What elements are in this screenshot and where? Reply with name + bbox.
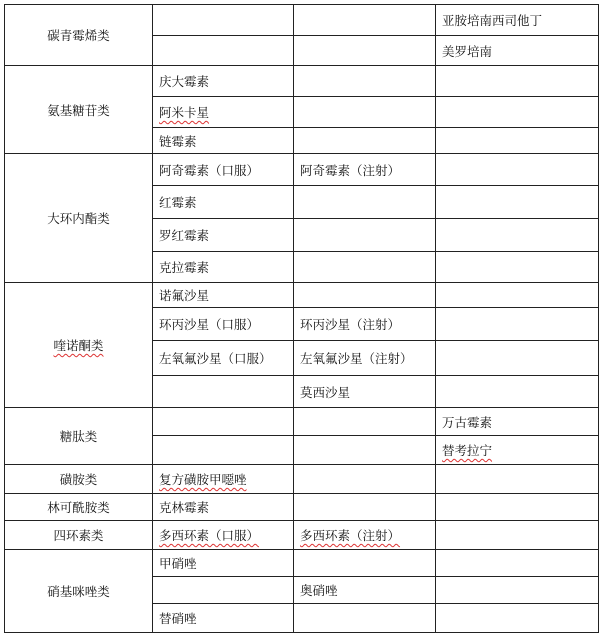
drug-cell: [153, 436, 294, 465]
drug-cell: [436, 341, 599, 376]
drug-cell: 环丙沙星（注射）: [294, 308, 436, 341]
drug-cell: 红霉素: [153, 186, 294, 219]
drug-cell: 克林霉素: [153, 494, 294, 521]
drug-cell: 诺氟沙星: [153, 283, 294, 308]
drug-cell: [294, 128, 436, 154]
drug-name: 多西环素（口服）: [159, 528, 260, 543]
drug-cell: [294, 283, 436, 308]
table-row: [5, 66, 599, 97]
drug-cell: 克拉霉素: [153, 252, 294, 283]
drug-cell: 阿奇霉素（口服）: [153, 154, 294, 186]
drug-name: 复方磺胺甲噁唑: [159, 472, 247, 487]
antibiotic-table: [4, 4, 599, 633]
drug-cell: [294, 66, 436, 97]
drug-name: 阿米卡星: [159, 105, 210, 120]
drug-cell: 亚胺培南西司他丁: [436, 5, 599, 36]
drug-cell: [294, 550, 436, 577]
drug-cell: [153, 408, 294, 436]
drug-cell: [153, 577, 294, 604]
drug-cell: [436, 376, 599, 408]
drug-cell: [436, 436, 599, 465]
drug-cell: [294, 219, 436, 252]
drug-cell: 美罗培南: [436, 36, 599, 66]
drug-cell: [436, 521, 599, 550]
drug-cell: [294, 604, 436, 633]
drug-cell: [436, 283, 599, 308]
table-row: [5, 521, 599, 550]
drug-cell: 奥硝唑: [294, 577, 436, 604]
drug-cell: 左氧氟沙星（注射）: [294, 341, 436, 376]
table-row: [5, 465, 599, 494]
drug-class-cell: 硝基咪唑类: [5, 550, 153, 633]
table-row: [5, 154, 599, 186]
drug-cell: [294, 465, 436, 494]
drug-cell: [153, 465, 294, 494]
drug-cell: [294, 521, 436, 550]
drug-cell: [294, 436, 436, 465]
drug-cell: 万古霉素: [436, 408, 599, 436]
drug-class-cell: 碳青霉烯类: [5, 5, 153, 66]
drug-cell: [436, 550, 599, 577]
drug-cell: [436, 97, 599, 128]
drug-cell: [436, 219, 599, 252]
drug-cell: [294, 186, 436, 219]
drug-cell: [153, 376, 294, 408]
drug-cell: [153, 521, 294, 550]
drug-cell: [294, 408, 436, 436]
table-row: [5, 550, 599, 577]
drug-cell: [153, 97, 294, 128]
drug-cell: [436, 494, 599, 521]
drug-cell: [436, 128, 599, 154]
drug-class-cell: 磺胺类: [5, 465, 153, 494]
drug-cell: 阿奇霉素（注射）: [294, 154, 436, 186]
drug-cell: [436, 308, 599, 341]
table-row: [5, 5, 599, 36]
drug-cell: [436, 154, 599, 186]
drug-class-cell: 林可酰胺类: [5, 494, 153, 521]
drug-cell: [294, 252, 436, 283]
drug-cell: 环丙沙星（口服）: [153, 308, 294, 341]
drug-cell: 庆大霉素: [153, 66, 294, 97]
drug-cell: [436, 252, 599, 283]
drug-cell: 替硝唑: [153, 604, 294, 633]
drug-cell: 莫西沙星: [294, 376, 436, 408]
table-row: [5, 408, 599, 436]
table-row: [5, 283, 599, 308]
drug-cell: [436, 66, 599, 97]
drug-cell: [294, 5, 436, 36]
drug-cell: [153, 36, 294, 66]
drug-cell: 罗红霉素: [153, 219, 294, 252]
drug-cell: 甲硝唑: [153, 550, 294, 577]
drug-class-label: 喹诺酮类: [53, 338, 104, 353]
drug-class-cell: [5, 283, 153, 408]
drug-class-cell: 四环素类: [5, 521, 153, 550]
drug-cell: [436, 577, 599, 604]
drug-cell: [436, 186, 599, 219]
drug-cell: [294, 36, 436, 66]
table-row: [5, 494, 599, 521]
drug-cell: 链霉素: [153, 128, 294, 154]
drug-cell: [436, 604, 599, 633]
drug-cell: [153, 5, 294, 36]
drug-cell: 左氧氟沙星（口服）: [153, 341, 294, 376]
drug-cell: [294, 494, 436, 521]
drug-class-cell: 糖肽类: [5, 408, 153, 465]
drug-name: 替考拉宁: [442, 443, 493, 458]
drug-class-cell: 大环内酯类: [5, 154, 153, 283]
drug-cell: [436, 465, 599, 494]
drug-cell: [294, 97, 436, 128]
drug-name: 多西环素（注射）: [300, 528, 401, 543]
drug-class-cell: 氨基糖苷类: [5, 66, 153, 154]
